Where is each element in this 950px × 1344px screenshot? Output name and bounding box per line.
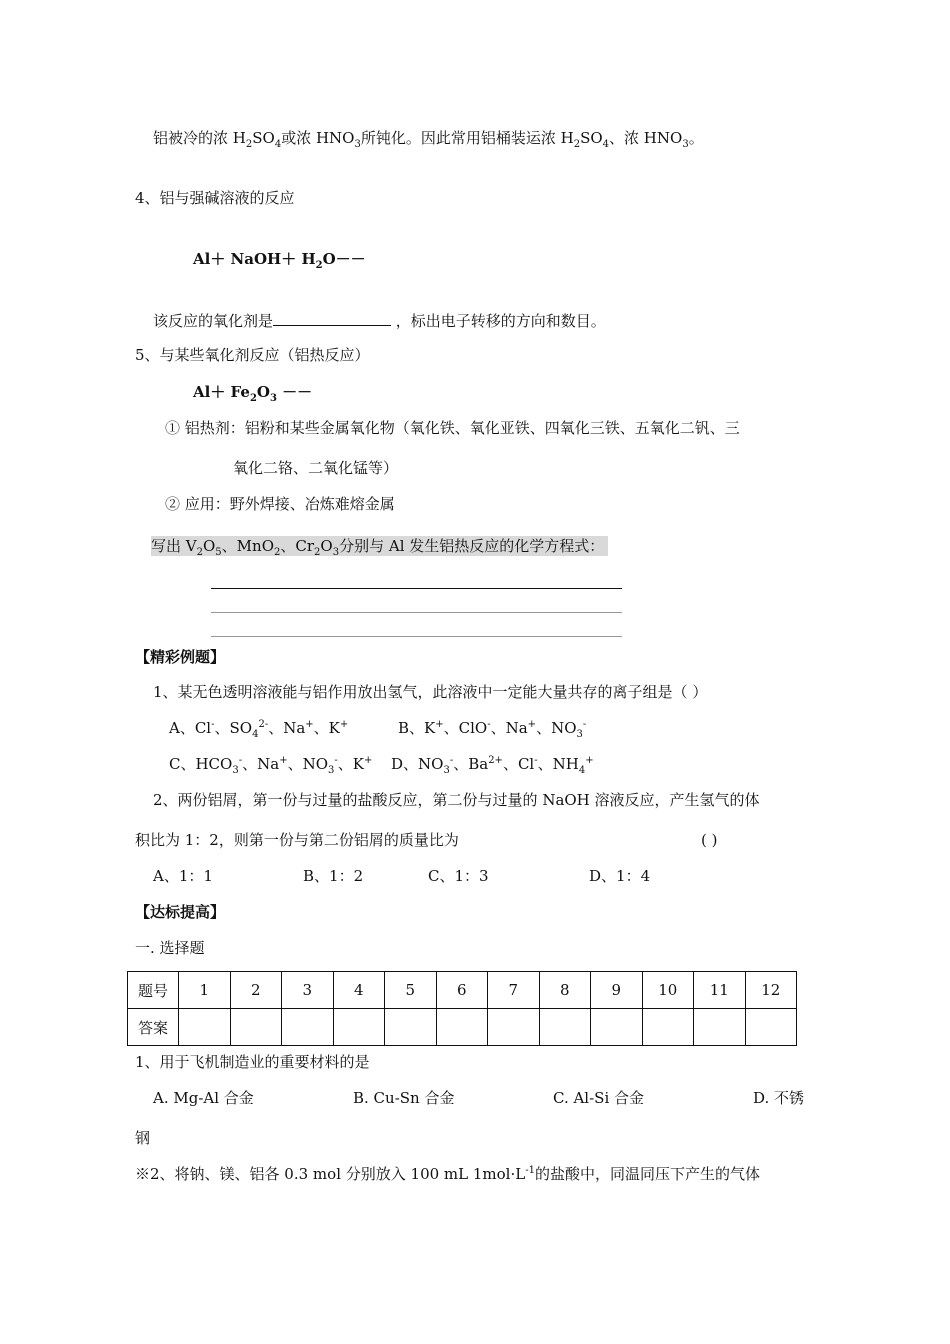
answer-cell[interactable] [282,1009,334,1046]
examples-header: 【精彩例题】 [135,648,226,666]
question-number-cell: 3 [282,972,334,1009]
table-row [128,1009,797,1046]
thermite-item-1: ① 铝热剂：铝粉和某些金属氧化物（氧化铁、氧化亚铁、四氧化三铁、五氧化二钒、三 [165,419,740,437]
answer-cell[interactable] [694,1009,746,1046]
answer-cell[interactable] [333,1009,385,1046]
question-number-cell: 4 [333,972,385,1009]
example-1-option-b: B、K+、ClO-、Na+、$NO_3^-$ [398,719,587,740]
answer-cell[interactable] [385,1009,437,1046]
answer-cell[interactable] [745,1009,797,1046]
example-2-option-c: C、1：3 [428,867,489,885]
table-row [128,972,797,1009]
example-2-option-d: D、1：4 [589,867,651,885]
example-2-option-a: A、1：1 [153,867,213,885]
question-number-cell: 2 [230,972,282,1009]
question-number-cell: 11 [694,972,746,1009]
example-1-option-c: C、$HCO_3^-$、Na+、$NO_3^-$、K+ [169,755,373,776]
table-header-question-number: 题号 [128,972,179,1009]
question-number-cell: 8 [539,972,591,1009]
thermite-item-1-cont: 氧化二铬、二氧化锰等） [233,459,399,477]
section-5-equation: $Al+ Fe_2O_3$ －－ [193,383,313,404]
practice-1-option-b: B. Cu-Sn 合金 [353,1089,455,1107]
question-number-cell: 1 [179,972,231,1009]
answer-line-3[interactable] [211,636,622,637]
example-1-option-a: A、Cl-、$SO_4^{2-}$、Na+、K+ [169,719,349,740]
answer-cell[interactable] [488,1009,540,1046]
question-number-cell: 9 [591,972,643,1009]
section-4-title: 4、铝与强碱溶液的反应 [135,189,295,207]
answer-line-1[interactable] [211,588,622,589]
example-2-option-b: B、1：2 [303,867,364,885]
example-1-question: 1、某无色透明溶液能与铝作用放出氢气，此溶液中一定能大量共存的离子组是（ ） [153,683,708,701]
answer-table [127,971,797,1046]
question-number-cell: 12 [745,972,797,1009]
answer-cell[interactable] [591,1009,643,1046]
practice-question-2: ※2、将钠、镁、铝各 0.3 mol 分别放入 100 mL $1mol\cdot L^{-1}$的盐酸中，同温同压下产生的气体 [135,1165,760,1183]
answer-cell[interactable] [436,1009,488,1046]
section-5-title: 5、与某些氧化剂反应（铝热反应） [135,346,370,364]
practice-1-option-c: C. Al-Si 合金 [553,1089,645,1107]
example-1-option-d: D、$NO_3^-$、$Ba^{2+}$、Cl-、$NH_4^+$ [391,755,594,776]
table-header-answer: 答案 [128,1009,179,1046]
question-number-cell: 10 [642,972,694,1009]
practice-1-option-d-wrap: 钢 [135,1129,151,1147]
example-2-question-cont: 积比为 1：2，则第一份与第二份铝屑的质量比为 [135,831,459,849]
practice-1-option-a: A. Mg-Al 合金 [153,1089,254,1107]
answer-cell[interactable] [230,1009,282,1046]
practice-subheader: 一. 选择题 [135,939,205,957]
question-number-cell: 6 [436,972,488,1009]
example-2-question: 2、两份铝屑，第一份与过量的盐酸反应，第二份与过量的 NaOH 溶液反应，产生氢气的体 [153,791,760,809]
oxidizer-blank[interactable] [273,311,391,326]
practice-1-option-d: D. 不锈 [753,1089,805,1107]
example-2-answer-paren: ( ) [701,831,718,849]
section-4-question: 该反应的氧化剂是 ，标出电子转移的方向和数目。 [153,312,606,330]
question-number-cell: 5 [385,972,437,1009]
passivation-text: 铝被冷的浓 $H_2SO_4$或浓 $HNO_3$所钝化。因此常用铝桶装运浓 $H_2SO_4$、浓 $HNO_3$。 [153,129,704,150]
answer-cell[interactable] [642,1009,694,1046]
practice-question-1: 1、用于飞机制造业的重要材料的是 [135,1053,370,1071]
answer-cell[interactable] [539,1009,591,1046]
section-4-equation: Al＋ NaOH＋ $H_2O--$ [193,250,366,271]
practice-header: 【达标提高】 [135,903,226,921]
question-number-cell: 7 [488,972,540,1009]
answer-line-2[interactable] [211,612,622,613]
highlighted-instruction: 写出 $V_2O_5$、MnO$_2$、$Cr_2O_3$分别与 Al 发生铝热反应的化学方程式： [151,536,608,556]
answer-cell[interactable] [179,1009,231,1046]
thermite-item-2: ② 应用：野外焊接、冶炼难熔金属 [165,495,395,513]
